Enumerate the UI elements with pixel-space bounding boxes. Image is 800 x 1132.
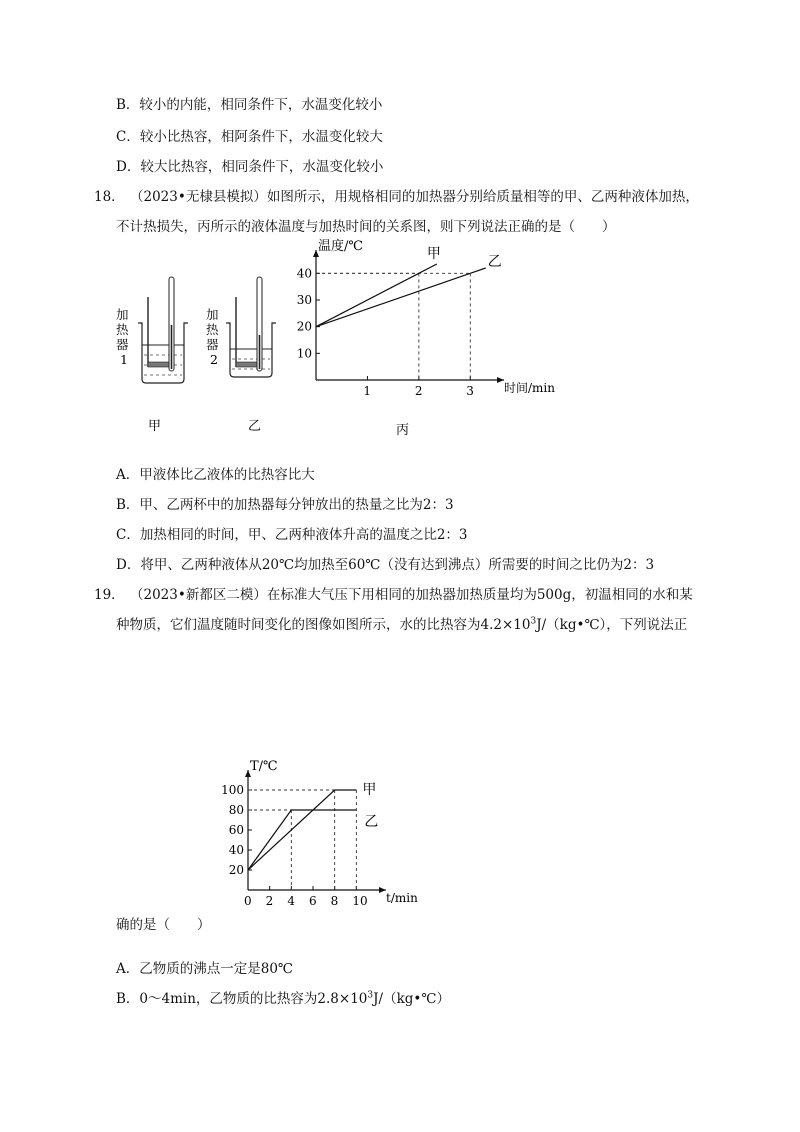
x-tick-label: 0 bbox=[244, 894, 252, 908]
x-tick-label: 1 bbox=[363, 384, 372, 398]
q19-stem-line3: 确的是（ ） bbox=[116, 917, 211, 933]
q18-option-a: A．甲液体比乙液体的比热容比大 bbox=[116, 467, 315, 483]
series-line-2 bbox=[248, 810, 356, 870]
beaker-1 bbox=[138, 277, 188, 383]
series-label-1: 甲 bbox=[426, 246, 441, 262]
svg-text:热: 热 bbox=[116, 322, 129, 337]
q19-option-a: A．乙物质的沸点一定是80℃ bbox=[116, 961, 294, 977]
series-line-1 bbox=[248, 790, 356, 870]
q18-beaker-figure bbox=[108, 275, 298, 435]
q18-option-b: B．甲、乙两杯中的加热器每分钟放出的热量之比为2：3 bbox=[116, 497, 454, 513]
q18-option-d: D．将甲、乙两种液体从20℃均加热至60℃（没有达到沸点）所需要的时间之比仍为2：3 bbox=[116, 557, 655, 573]
y-tick-label: 10 bbox=[296, 346, 312, 361]
q19-number: 19． bbox=[94, 587, 125, 603]
y-tick-label: 20 bbox=[228, 863, 244, 877]
svg-text:加: 加 bbox=[116, 307, 129, 322]
caption-bing: 丙 bbox=[396, 423, 410, 438]
y-axis-label: 温度/℃ bbox=[318, 239, 363, 254]
q17-option-c: C．较小比热容，相阿条件下，水温变化较大 bbox=[116, 129, 383, 145]
series-label-2: 乙 bbox=[487, 254, 502, 270]
q19-option-b: B．0～4min，乙物质的比热容为$2.8\times 10^3J/(kg•℃)$ bbox=[116, 990, 450, 1007]
x-tick-label: 2 bbox=[414, 384, 423, 398]
svg-text:器: 器 bbox=[206, 337, 219, 352]
q19-chart bbox=[212, 756, 418, 921]
beaker-2 bbox=[226, 277, 276, 377]
q18-chart bbox=[284, 239, 555, 442]
caption-jia: 甲 bbox=[148, 419, 162, 434]
q18-option-c: C．加热相同的时间，甲、乙两种液体升高的温度之比2：3 bbox=[116, 527, 468, 543]
series-label-2: 乙 bbox=[364, 814, 379, 830]
svg-text:器: 器 bbox=[116, 337, 129, 352]
series-label-1: 甲 bbox=[362, 782, 377, 798]
y-tick-label: 60 bbox=[228, 823, 244, 837]
y-tick-label: 40 bbox=[228, 843, 244, 857]
y-tick-label: 80 bbox=[228, 803, 244, 817]
x-tick-label: 8 bbox=[330, 894, 339, 908]
svg-text:加: 加 bbox=[206, 307, 219, 322]
x-tick-label: 4 bbox=[287, 894, 295, 908]
x-tick-label: 10 bbox=[352, 894, 368, 908]
q17-option-b: B．较小的内能，相同条件下，水温变化较小 bbox=[116, 97, 383, 113]
svg-text:热: 热 bbox=[206, 322, 219, 337]
x-tick-label: 6 bbox=[309, 894, 317, 908]
x-axis-label: 时间/min bbox=[504, 381, 555, 395]
y-tick-label: 30 bbox=[296, 293, 312, 307]
beaker-2-label bbox=[206, 307, 219, 367]
q17-option-d: D．较大比热容，相同条件下，水温变化较小 bbox=[116, 159, 384, 175]
x-axis-label: t/min bbox=[386, 891, 418, 905]
q19-stem-line1: （2023•新都区二模）在标准大气压下用相同的加热器加热质量均为500g，初温相同的水和某 bbox=[130, 587, 693, 603]
x-axis-arrow bbox=[497, 377, 504, 383]
q18-stem-line2: 不计热损失，丙所示的液体温度与加热时间的关系图，则下列说法正确的是（ ） bbox=[116, 219, 616, 235]
y-tick-label: 40 bbox=[296, 266, 312, 281]
svg-text:2: 2 bbox=[210, 352, 218, 367]
x-axis-arrow bbox=[379, 887, 386, 893]
q19-stem-line2: 种物质，它们温度随时间变化的图像如图所示，水的比热容为$4.2\times 10^3J/(kg•℃)$，下列说法正 bbox=[116, 616, 688, 633]
x-tick-label: 3 bbox=[466, 384, 474, 398]
svg-text:1: 1 bbox=[120, 352, 128, 367]
q18-stem-line1: （2023•无棣县模拟）如图所示，用规格相同的加热器分别给质量相等的甲、乙两种液体加热， bbox=[130, 189, 699, 205]
series-line-2 bbox=[316, 268, 486, 327]
y-tick-label: 100 bbox=[221, 783, 244, 797]
q18-number: 18． bbox=[94, 189, 125, 205]
beaker-1-label bbox=[116, 307, 129, 367]
y-axis-label: T/℃ bbox=[250, 759, 278, 774]
y-tick-label: 20 bbox=[296, 319, 312, 334]
caption-yi: 乙 bbox=[248, 419, 262, 434]
x-tick-label: 2 bbox=[265, 894, 274, 908]
